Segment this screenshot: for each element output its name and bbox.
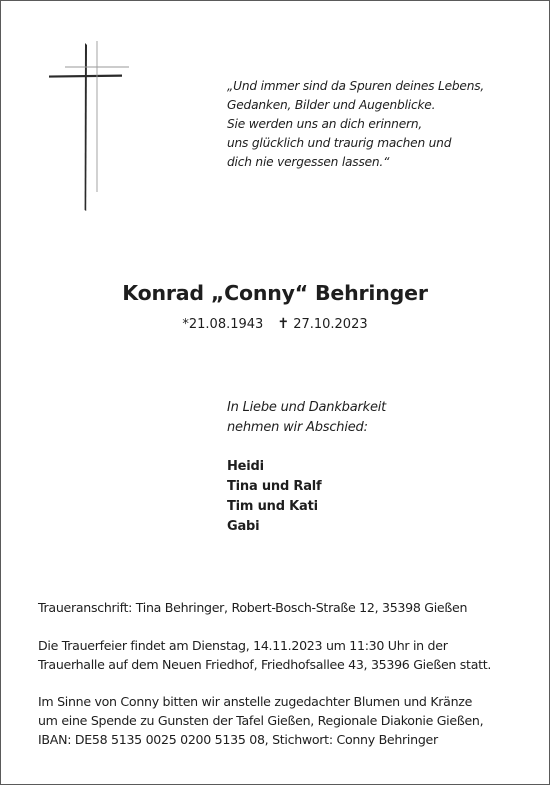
funeral-ceremony-info [38, 636, 518, 674]
mourner-name: Tim und Kati [227, 499, 318, 514]
birth-symbol: * [182, 317, 189, 332]
ceremony-line: Die Trauerfeier findet am Dienstag, 14.11.2023 um 11:30 Uhr in der [38, 638, 448, 653]
quote-line: Sie werden uns an dich erinnern, [227, 117, 423, 131]
latin-cross-icon [40, 35, 140, 220]
farewell-text [227, 398, 386, 438]
quote-line: dich nie vergessen lassen.“ [227, 155, 390, 169]
death-date: 27.10.2023 [293, 317, 368, 332]
donation-line: IBAN: DE58 5135 0025 0200 5135 08, Stichwort: Conny Behringer [38, 732, 438, 747]
mourner-name: Tina und Ralf [227, 479, 322, 494]
quote-line: „Und immer sind da Spuren deines Lebens, [227, 79, 485, 93]
donation-info [38, 692, 518, 749]
quote-line: Gedanken, Bilder und Augenblicke. [227, 98, 436, 112]
birth-date: 21.08.1943 [188, 317, 264, 332]
donation-line: um eine Spende zu Gunsten der Tafel Gießen, Regionale Diakonie Gießen, [38, 713, 484, 728]
ceremony-line: Trauerhalle auf dem Neuen Friedhof, Friedhofsallee 43, 35396 Gießen statt. [38, 657, 492, 672]
quote-block [227, 77, 484, 172]
address-line: Traueranschrift: Tina Behringer, Robert-Bosch-Straße 12, 35398 Gießen [38, 600, 468, 615]
death-cross-icon: ✝ [277, 316, 290, 332]
mourner-name: Gabi [227, 519, 260, 534]
farewell-line: nehmen wir Abschied: [227, 420, 368, 435]
mourning-address [38, 598, 518, 617]
mourners-list [227, 457, 322, 537]
life-dates [0, 316, 550, 332]
mourner-name: Heidi [227, 459, 264, 474]
donation-line: Im Sinne von Conny bitten wir anstelle zugedachter Blumen und Kränze [38, 694, 473, 709]
farewell-line: In Liebe und Dankbarkeit [227, 400, 387, 415]
quote-line: uns glücklich und traurig machen und [227, 136, 452, 150]
deceased-name: Konrad „Conny“ Behringer [122, 281, 428, 305]
